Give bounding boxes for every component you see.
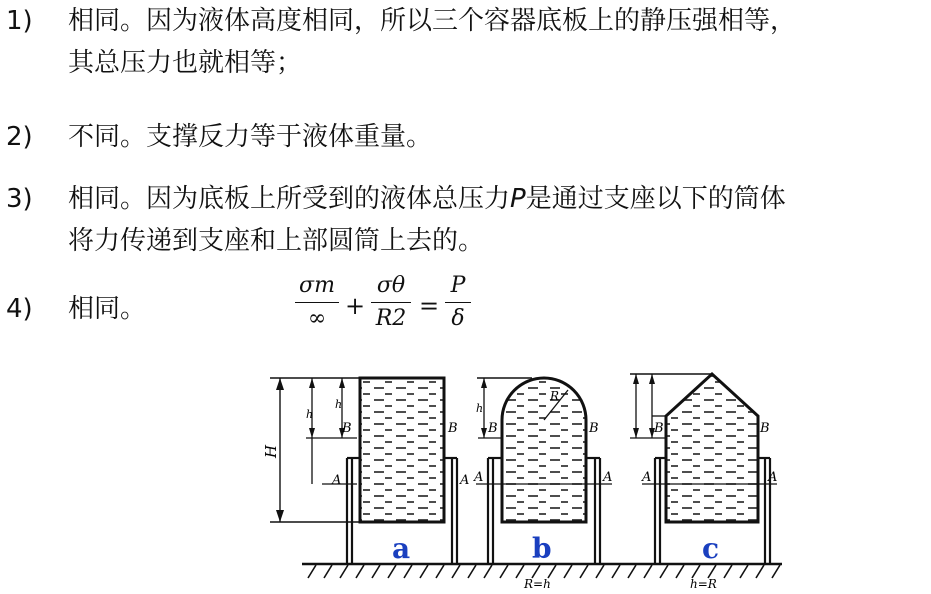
- ground-tick: [420, 565, 428, 578]
- plus-sign: +: [345, 292, 366, 320]
- dim-h2-label: h: [335, 398, 343, 411]
- fraction-sigma-m: [295, 272, 339, 333]
- item-text-line: [68, 180, 786, 218]
- ground-tick: [564, 565, 572, 578]
- ground-tick: [772, 565, 780, 578]
- point-A-right-b: A: [603, 470, 613, 485]
- item-text-line: 不同。支撑反力等于液体重量。: [68, 122, 433, 152]
- ground-tick: [612, 565, 620, 578]
- point-B-left-b: B: [488, 421, 498, 436]
- point-B-right: B: [448, 421, 458, 436]
- ground-tick: [436, 565, 444, 578]
- note-R-eq-h: R=h: [524, 577, 551, 591]
- vessel-a: [262, 378, 469, 565]
- item-text-line: 将力传递到支座和上部圆筒上去的。: [68, 226, 485, 256]
- item-text-pre: 相同。因为底板上所受到的液体总压力: [68, 184, 511, 214]
- ground-tick: [324, 565, 332, 578]
- ground-tick: [516, 565, 524, 578]
- fraction-p-delta: [445, 272, 471, 333]
- membrane-equation: [295, 272, 475, 348]
- ground-tick: [676, 565, 684, 578]
- point-B-left: B: [342, 421, 352, 436]
- point-B-right-b: B: [589, 421, 599, 436]
- vessel-diagram: [262, 360, 782, 594]
- ground-hatching: [302, 564, 782, 578]
- denominator: R2: [375, 306, 407, 331]
- point-A-right: A: [460, 473, 470, 488]
- point-A-left: A: [332, 473, 342, 488]
- ground-tick: [452, 565, 460, 578]
- dim-h2-label-b: h: [476, 402, 484, 415]
- force-variable: P: [510, 184, 526, 214]
- numerator: P: [450, 273, 466, 298]
- ground-tick: [388, 565, 396, 578]
- ground-tick: [404, 565, 412, 578]
- dim-h1-label: h: [306, 408, 314, 421]
- vessel-c: [630, 374, 777, 565]
- answer-item-4: [0, 290, 300, 330]
- vessel-label-c: c: [702, 532, 720, 565]
- item-text-line: 其总压力也就相等；: [68, 48, 303, 78]
- vessel-label-b: b: [532, 532, 552, 565]
- point-A-right-c: A: [768, 470, 778, 485]
- ground-tick: [596, 565, 604, 578]
- radius-R-label: R: [550, 389, 560, 403]
- item-text-line: 相同。因为液体高度相同，所以三个容器底板上的静压强相等，: [68, 6, 797, 36]
- ground-tick: [756, 565, 764, 578]
- ground-tick: [644, 565, 652, 578]
- fraction-sigma-theta: [371, 272, 411, 333]
- answer-item-1: [0, 2, 931, 82]
- ground-tick: [660, 565, 668, 578]
- ground-tick: [340, 565, 348, 578]
- item-number: 4): [6, 294, 33, 324]
- numerator: σθ: [376, 273, 406, 298]
- numerator: σm: [299, 273, 335, 298]
- item-number: 3): [6, 184, 33, 214]
- equals-sign: =: [419, 292, 440, 320]
- denominator: ∞: [307, 306, 327, 331]
- ground-tick: [372, 565, 380, 578]
- ground-tick: [468, 565, 476, 578]
- dim-H-label: H: [262, 444, 280, 458]
- point-B-right-c: B: [760, 421, 770, 436]
- point-B-left-c: B: [654, 421, 664, 436]
- vessel-label-a: a: [392, 532, 411, 565]
- answer-item-3: [0, 180, 931, 260]
- item-text-post: 是通过支座以下的筒体: [525, 184, 786, 214]
- note-h-eq-R: h=R: [690, 577, 717, 591]
- ground-tick: [356, 565, 364, 578]
- item-number: 2): [6, 122, 33, 152]
- denominator: δ: [451, 306, 465, 331]
- ground-tick: [628, 565, 636, 578]
- point-A-left-c: A: [642, 470, 652, 485]
- answer-item-2: [0, 118, 931, 158]
- ground-tick: [500, 565, 508, 578]
- ground-tick: [740, 565, 748, 578]
- item-text-line: 相同。: [68, 294, 147, 324]
- ground-tick: [580, 565, 588, 578]
- ground-tick: [724, 565, 732, 578]
- ground-tick: [484, 565, 492, 578]
- point-A-left-b: A: [474, 470, 484, 485]
- item-number: 1): [6, 6, 33, 36]
- ground-tick: [308, 565, 316, 578]
- vessel-b: [473, 378, 612, 565]
